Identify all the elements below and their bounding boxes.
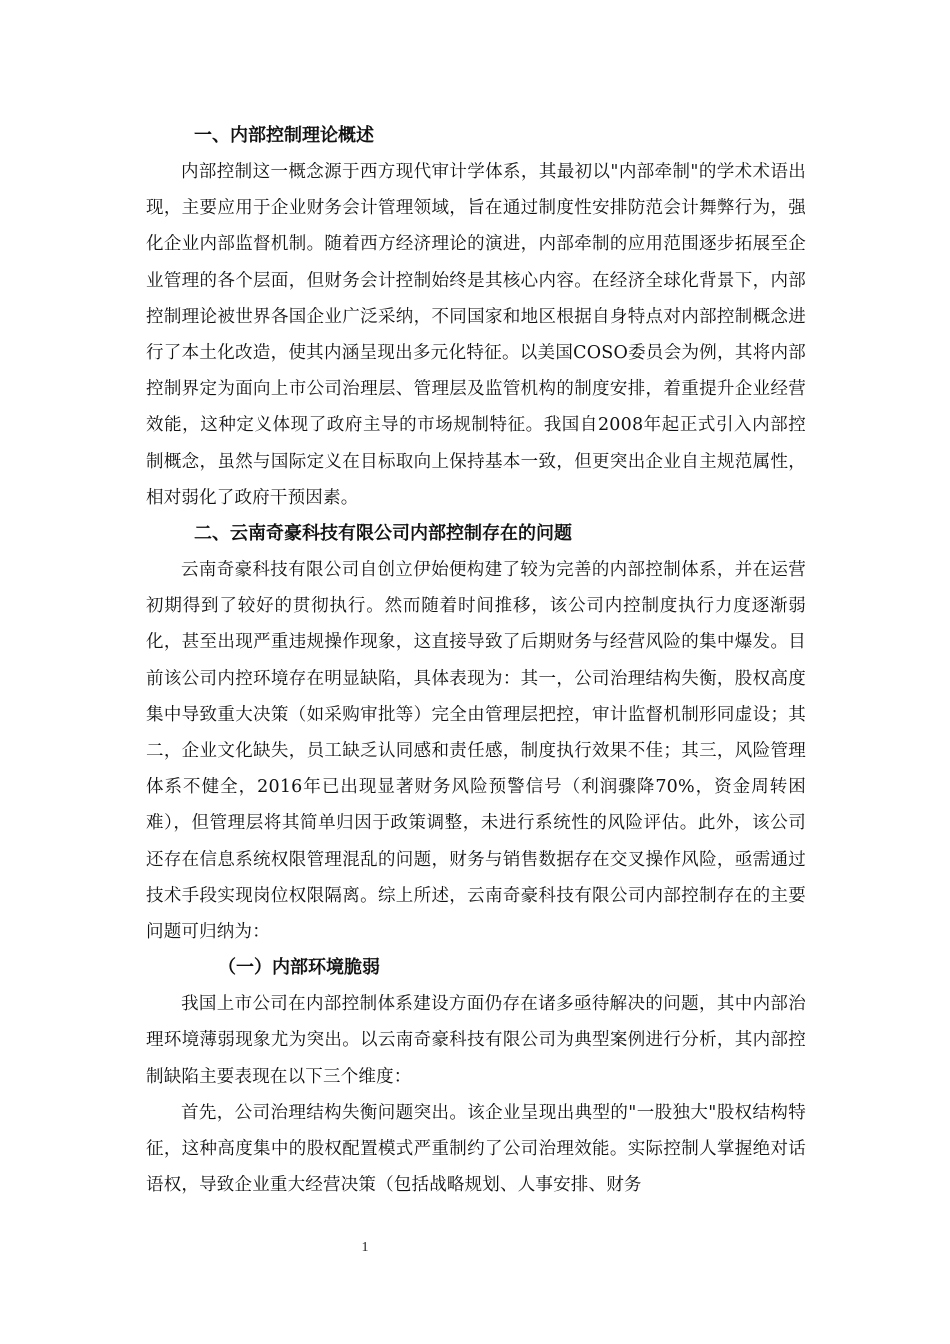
page-number: 1 [361, 1240, 369, 1255]
paragraph: 云南奇豪科技有限公司自创立伊始便构建了较为完善的内部控制体系，并在运营初期得到了较好的贯彻执行。然而随着时间推移，该公司内控制度执行力度逐渐弱化，甚至出现严重违规操作现象，这直接导致了后期财务与经营风险的集中爆发。目前该公司内控环境存在明显缺陷，具体表现为：其一，公司治理结构失衡，股权高度集中导致重大决策（如采购审批等）完全由管理层把控，审计监督机制形同虚设；其二，企业文化缺失，员工缺乏认同感和责任感，制度执行效果不佳；其三，风险管理体系不健全，2016年已出现显著财务风险预警信号（利润骤降70%，资金周转困难），但管理层将其简单归因于政策调整，未进行系统性的风险评估。此外，该公司还存在信息系统权限管理混乱的问题，财务与销售数据存在交叉操作风险，亟需通过技术手段实现岗位权限隔离。综上所述，云南奇豪科技有限公司内部控制存在的主要问题可归纳为： [146, 560, 806, 943]
section-heading-2: 二、云南奇豪科技有限公司内部控制存在的问题 [194, 523, 572, 545]
paragraph: 我国上市公司在内部控制体系建设方面仍存在诸多亟待解决的问题，其中内部治理环境薄弱现象尤为突出。以云南奇豪科技有限公司为典型案例进行分析，其内部控制缺陷主要表现在以下三个维度： [146, 994, 806, 1087]
section-heading-1: 一、内部控制理论概述 [194, 125, 374, 146]
paragraph: 内部控制这一概念源于西方现代审计学体系，其最初以"内部牵制"的学术术语出现，主要应用于企业财务会计管理领域，旨在通过制度性安排防范会计舞弊行为，强化企业内部监督机制。随着西方经济理论的演进，内部牵制的应用范围逐步拓展至企业管理的各个层面，但财务会计控制始终是其核心内容。在经济全球化背景下，内部控制理论被世界各国企业广泛采纳，不同国家和地区根据自身特点对内部控制概念进行了本土化改造，使其内涵呈现出多元化特征。以美国COSO委员会为例，其将内部控制界定为面向上市公司治理层、管理层及监管机构的制度安排，着重提升企业经营效能，这种定义体现了政府主导的市场规制特征。我国自2008年起正式引入内部控制概念，虽然与国际定义在目标取向上保持基本一致，但更突出企业自主规范属性，相对弱化了政府干预因素。 [146, 162, 806, 508]
document-body [146, 118, 806, 1203]
subsection-heading-1: （一）内部环境脆弱 [218, 957, 380, 979]
paragraph: 首先，公司治理结构失衡问题突出。该企业呈现出典型的"一股独大"股权结构特征，这种高度集中的股权配置模式严重制约了公司治理效能。实际控制人掌握绝对话语权，导致企业重大经营决策（包括战略规划、人事安排、财务 [146, 1102, 806, 1196]
